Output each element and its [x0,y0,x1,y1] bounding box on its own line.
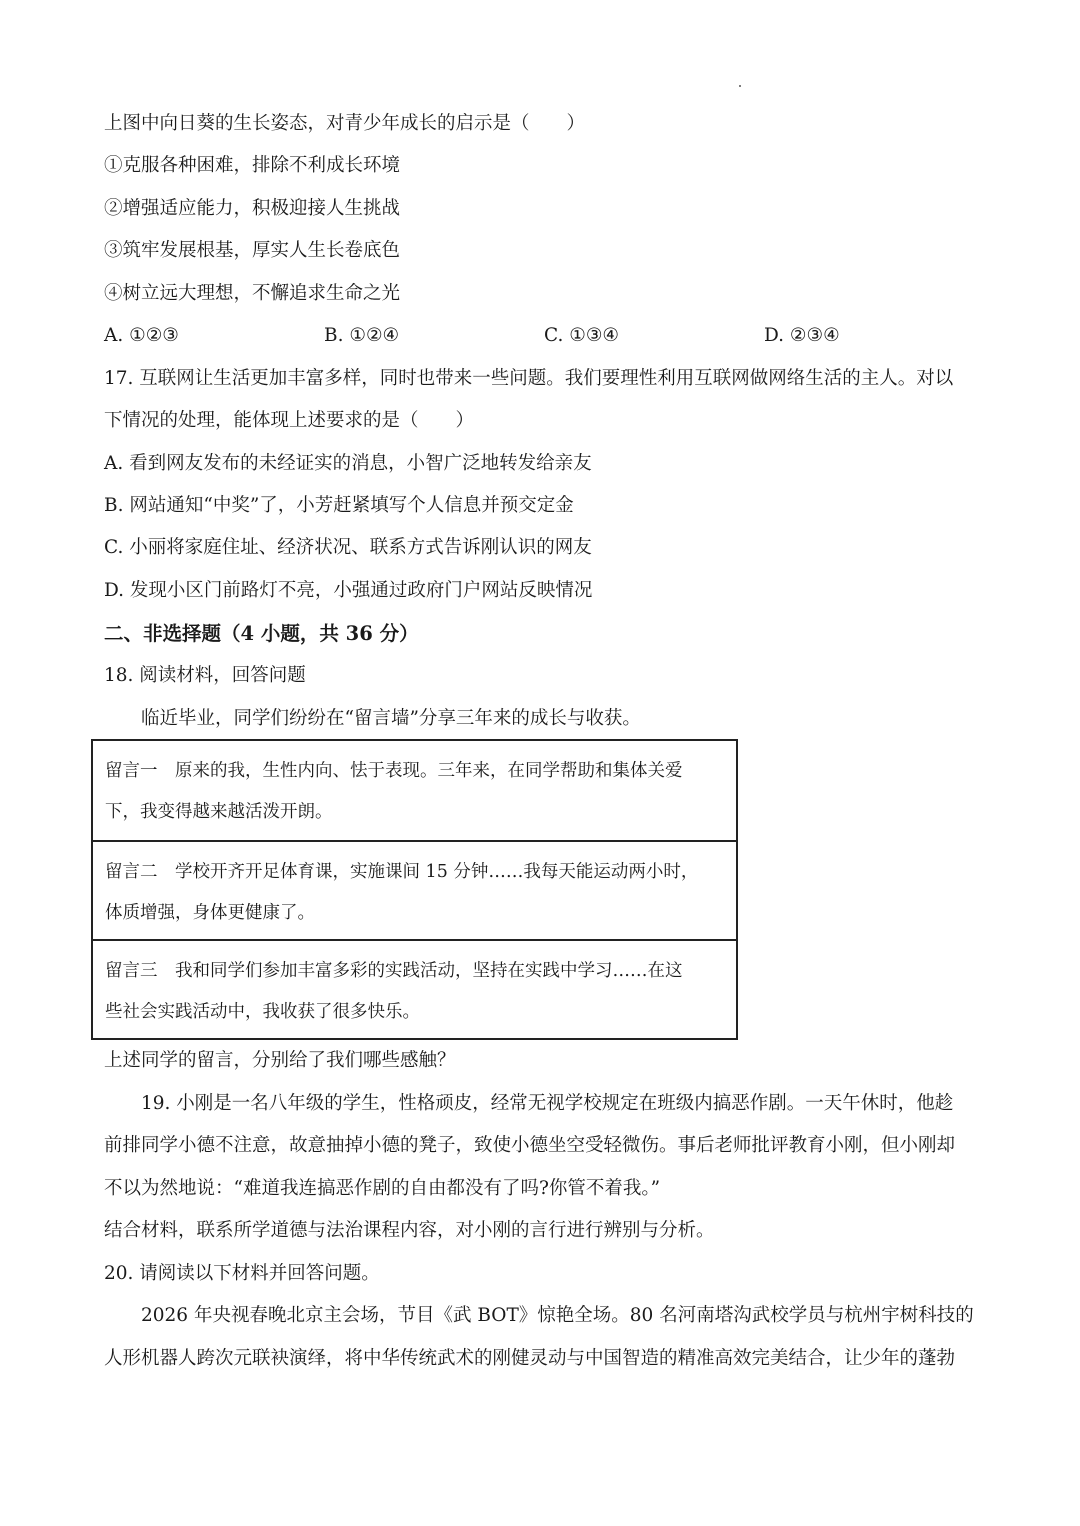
q20-stem: 20. 请阅读以下材料并回答问题。 [104,1263,380,1284]
q18-intro: 临近毕业，同学们纷纷在“留言墙”分享三年来的成长与收获。 [141,708,641,729]
q16-option-b: B. ①②④ [324,325,400,346]
message-cell-3 [93,939,736,1038]
q16-item-3: ③筑牢发展根基，厚实人生长卷底色 [104,240,401,261]
q19-line2: 前排同学小德不注意，故意抽掉小德的凳子，致使小德坐空受轻微伤。事后老师批评教育小刚，但小刚却 [104,1135,956,1156]
q19-line1: 19. 小刚是一名八年级的学生，性格顽皮，经常无视学校规定在班级内搞恶作剧。一天午休时，他趁 [141,1093,954,1114]
message-1-line1: 留言一 原来的我，生性内向、怯于表现。三年来，在同学帮助和集体关爱 [105,761,683,781]
q16-option-d: D. ②③④ [764,325,840,346]
message-wall-table [91,739,738,1040]
q20-material-line2: 人形机器人跨次元联袂演绎，将中华传统武术的刚健灵动与中国智造的精准高效完美结合，让少年的蓬勃 [104,1348,956,1369]
message-3-line1: 留言三 我和同学们参加丰富多彩的实践活动，坚持在实践中学习……在这 [105,961,683,981]
q16-item-2: ②增强适应能力，积极迎接人生挑战 [104,198,401,219]
q17-stem-line2: 下情况的处理，能体现上述要求的是（ ） [104,410,475,431]
message-3-line2: 些社会实践活动中，我收获了很多快乐。 [105,1002,420,1022]
q17-option-c: C. 小丽将家庭住址、经济状况、联系方式告诉刚认识的网友 [104,537,592,558]
message-2-line2: 体质增强，身体更健康了。 [105,903,315,923]
q16-option-c: C. ①③④ [544,325,620,346]
q20-material-line1: 2026 年央视春晚北京主会场，节目《武 BOT》惊艳全场。80 名河南塔沟武校学员与杭州宇树科技的 [141,1305,974,1326]
q19-line3: 不以为然地说：“难道我连搞恶作剧的自由都没有了吗?你管不着我。” [104,1178,661,1199]
message-cell-2 [93,840,736,939]
message-2-line1: 留言二 学校开齐开足体育课，实施课间 15 分钟……我每天能运动两小时， [105,862,699,882]
q17-option-d: D. 发现小区门前路灯不亮，小强通过政府门户网站反映情况 [104,580,593,601]
message-cell-1 [93,741,736,840]
q18-stem: 18. 阅读材料，回答问题 [104,665,306,686]
message-1-line2: 下，我变得越来越活泼开朗。 [105,802,333,822]
q16-stem: 上图中向日葵的生长姿态，对青少年成长的启示是（ ） [104,113,586,134]
q18-question: 上述同学的留言，分别给了我们哪些感触？ [104,1050,456,1071]
section-heading: 二、非选择题（4 小题，共 36 分） [104,622,419,645]
scan-speck [739,85,741,87]
q17-stem-line1: 17. 互联网让生活更加丰富多样，同时也带来一些问题。我们要理性利用互联网做网络生活的主人。对以 [104,368,954,389]
q16-item-1: ①克服各种困难，排除不利成长环境 [104,155,401,176]
q17-option-a: A. 看到网友发布的未经证实的消息，小智广泛地转发给亲友 [104,453,592,474]
q16-option-a: A. ①②③ [104,325,179,346]
q19-question: 结合材料，联系所学道德与法治课程内容，对小刚的言行进行辨别与分析。 [104,1220,715,1241]
q17-option-b: B. 网站通知“中奖”了，小芳赶紧填写个人信息并预交定金 [104,495,574,516]
q16-item-4: ④树立远大理想，不懈追求生命之光 [104,283,401,304]
